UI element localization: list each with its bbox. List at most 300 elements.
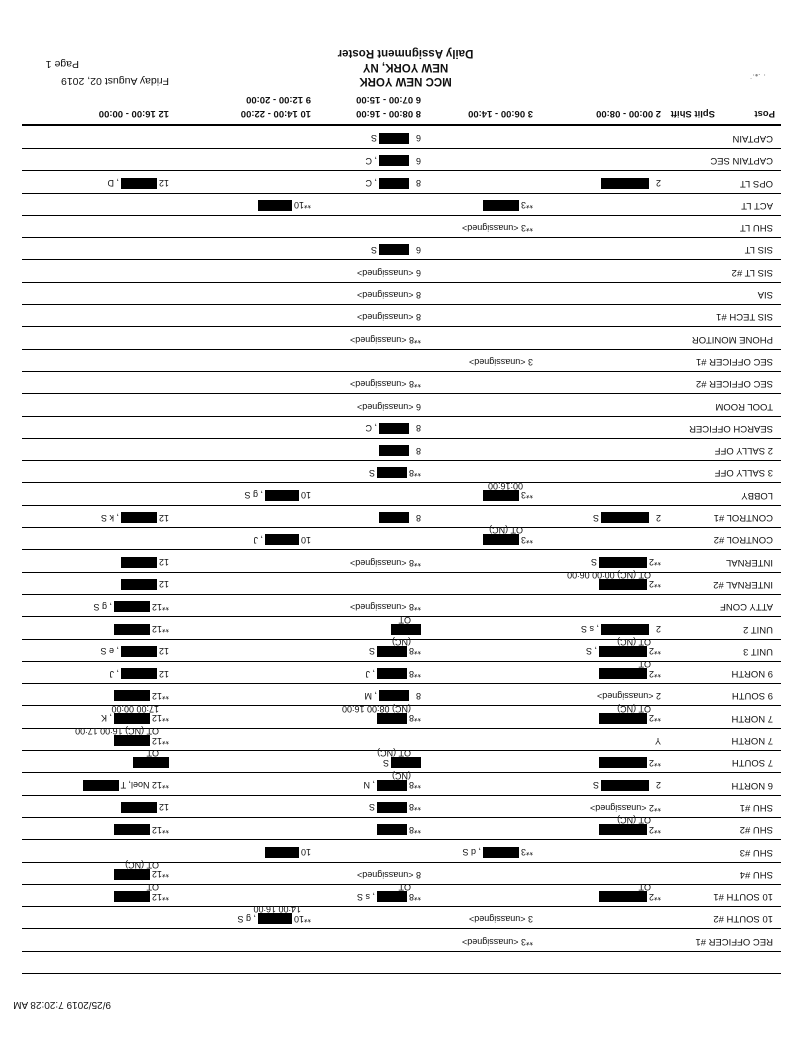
overtime-note: OT (NC) [125, 859, 159, 870]
assignment-cell [357, 268, 421, 278]
redaction-bar [121, 178, 157, 189]
shift-number: **12 [151, 713, 169, 724]
name-suffix: , k S [100, 512, 119, 523]
redaction-bar [114, 624, 150, 635]
overtime-note: OT [146, 748, 159, 759]
post-name: 6 NORTH [731, 779, 773, 791]
redaction-bar [599, 668, 647, 679]
overtime-note: 14:00 16:00 [253, 904, 301, 915]
assignment-cell [369, 802, 421, 813]
redaction-bar [599, 757, 647, 768]
assignment-cell [121, 579, 169, 590]
overtime-note: OT (NC) [617, 636, 651, 647]
shift-number: 8 [415, 178, 421, 189]
assignment-cell [391, 624, 421, 635]
redaction-bar [121, 646, 157, 657]
post-name: SIA [757, 289, 773, 301]
assignment-cell [462, 847, 533, 858]
overtime-note: 17:00 00:00 [111, 703, 159, 714]
shift-number: **8 [408, 468, 421, 478]
assignment-cell [121, 557, 169, 568]
assignment-cell [114, 891, 169, 902]
name-suffix: S [382, 757, 389, 768]
shift-number: **8 [408, 802, 421, 813]
assignment-cell [114, 824, 169, 835]
redaction-bar [258, 200, 292, 211]
assignment-cell [107, 178, 169, 189]
assignment-cell [237, 914, 311, 925]
redaction-bar [121, 557, 157, 568]
shift-number: **10 [293, 914, 311, 924]
row-separator [22, 483, 781, 484]
report-location: NEW YORK, NY [362, 61, 449, 73]
redaction-bar [601, 624, 649, 635]
assignment-cell [599, 824, 661, 835]
row-separator [22, 951, 781, 952]
assignment-cell [253, 534, 311, 545]
post-name: 7 SOUTH [731, 757, 773, 769]
redaction-bar [599, 891, 647, 902]
shift-number: **12 [151, 869, 169, 880]
redaction-bar [379, 178, 409, 189]
redaction-bar [377, 668, 407, 679]
row-separator [22, 193, 781, 194]
overtime-note: OT [638, 659, 651, 670]
redaction-bar [258, 914, 292, 925]
post-name: 7 NORTH [731, 712, 773, 724]
assignment-cell [586, 646, 661, 657]
assignment-cell [365, 691, 422, 702]
table-top-rule [22, 973, 781, 974]
assignment-cell [93, 601, 169, 612]
shift-number: **3 <unassigned> [461, 936, 533, 947]
post-name: SHU #1 [739, 802, 773, 813]
assignment-cell [379, 445, 421, 456]
post-name: SHU #4 [739, 868, 773, 880]
assignment-cell [350, 558, 421, 568]
shift-number: **2 [648, 824, 661, 835]
redaction-bar [377, 713, 407, 724]
assignment-cell [365, 668, 421, 679]
shift-number: 8 <unassigned> [356, 312, 421, 323]
post-name: UNIT 3 [743, 645, 773, 657]
name-suffix: , d S [462, 847, 481, 858]
assignment-cell [469, 915, 533, 925]
name-suffix: , g S [237, 914, 256, 924]
shift-number: **8 [408, 824, 421, 835]
shift-number: 2 [655, 780, 661, 791]
post-name: SEARCH OFFICER [689, 422, 773, 434]
row-separator [22, 594, 781, 595]
column-header-post: Post [754, 108, 775, 119]
shift-number: **2 [648, 579, 661, 590]
shift-number: 2 [655, 512, 661, 523]
redaction-bar [265, 490, 299, 501]
post-name: SEC OFFICER #2 [695, 378, 773, 390]
shift-number: 10 [300, 490, 311, 501]
redaction-bar [601, 512, 649, 523]
name-suffix: S [368, 646, 375, 657]
shift-number: 2 [655, 624, 661, 635]
redaction-bar [599, 579, 647, 590]
column-header-shift-10: 10 14:00 - 22:00 [240, 108, 311, 119]
post-name: 10 SOUTH #2 [713, 913, 773, 925]
shift-number: **8 [408, 891, 421, 902]
post-name: LOBBY [741, 489, 773, 501]
name-suffix: , e S [100, 646, 119, 657]
name-suffix: , S [585, 646, 597, 657]
post-name: 10 SOUTH #1 [713, 891, 773, 903]
shift-number: **3 [520, 534, 533, 545]
assignment-cell [357, 312, 421, 322]
shift-number: 12 [158, 512, 169, 523]
post-name: PHONE MONITOR [691, 333, 773, 345]
overtime-note: (NC) 08:00 16:00 [341, 703, 411, 714]
post-name: TOOL ROOM [715, 400, 773, 412]
post-name: SHU LT [739, 222, 773, 234]
column-header-shift-9: 9 12:00 - 20:00 [246, 94, 311, 105]
assignment-cell [462, 937, 533, 947]
assignment-cell [365, 423, 421, 434]
redaction-bar [379, 245, 409, 256]
shift-number: **12 [151, 601, 169, 612]
shift-number: 12 [158, 178, 169, 189]
shift-number: **3 <unassigned> [461, 223, 533, 234]
shift-number: Y [654, 736, 661, 747]
shift-number: 10 [300, 847, 311, 858]
redaction-bar [379, 445, 409, 456]
shift-number: 12 [158, 579, 169, 590]
post-name: 3 SALLY OFF [714, 467, 773, 479]
shift-number: 6 [415, 155, 421, 166]
assignment-cell [357, 290, 421, 300]
row-separator [22, 683, 781, 684]
post-name: INTERNAL #2 [713, 579, 773, 590]
shift-number: **8 [408, 780, 421, 791]
row-separator [22, 661, 781, 662]
post-name: SIS LT #2 [731, 266, 773, 278]
shift-number: 6 [415, 133, 421, 144]
row-separator [22, 371, 781, 372]
column-header-shift-12: 12 16:00 - 00:00 [98, 108, 169, 119]
assignment-cell [101, 713, 169, 724]
post-name: INTERNAL [726, 556, 773, 568]
redaction-bar [377, 891, 407, 902]
redaction-bar [83, 780, 119, 791]
assignment-cell [365, 155, 421, 166]
post-name: CONTROL #1 [713, 512, 773, 524]
assignment-cell [350, 602, 421, 612]
assignment-cell [593, 780, 661, 791]
post-name: SHU #2 [739, 824, 773, 836]
row-separator [22, 505, 781, 506]
shift-number: **3 [520, 847, 533, 858]
redaction-bar [121, 579, 157, 590]
shift-number: 12 [158, 557, 169, 568]
assignment-cell [258, 200, 311, 211]
redaction-bar [114, 891, 150, 902]
assignment-cell [114, 624, 169, 635]
redaction-bar [601, 178, 649, 189]
shift-number: **2 [648, 891, 661, 902]
redaction-bar [114, 869, 150, 880]
post-name: UNIT 2 [743, 623, 773, 635]
name-suffix: , C [365, 178, 377, 189]
shift-number: **12 [151, 891, 169, 902]
redaction-bar [379, 133, 409, 144]
assignment-cell [601, 178, 661, 189]
shift-number: **8 <unassigned> [349, 602, 421, 613]
shift-number: 2 [655, 178, 661, 189]
shift-number: **12 Noel, T [120, 780, 169, 791]
row-separator [22, 148, 781, 149]
row-separator [22, 795, 781, 796]
assignment-cell [357, 870, 421, 880]
redaction-bar [377, 780, 407, 791]
assignment-cell [599, 668, 661, 679]
overtime-note: 00:16:00 [487, 480, 523, 491]
name-suffix: , C [365, 155, 377, 166]
redaction-bar [121, 668, 157, 679]
post-name: OPS LT [739, 177, 773, 189]
redaction-bar [599, 824, 647, 835]
row-separator [22, 527, 781, 528]
post-name: ATTY CONF [720, 601, 773, 613]
row-separator [22, 906, 781, 907]
row-separator [22, 460, 781, 461]
name-suffix: , g S [93, 601, 112, 612]
column-header-shift-2: 2 00:00 - 08:00 [596, 108, 661, 119]
name-suffix: , s S [356, 891, 375, 902]
row-separator [22, 839, 781, 840]
name-suffix: S [590, 557, 597, 568]
overtime-note: OT (NC) 16:00 17:00 [75, 726, 159, 737]
shift-number: 3 <unassigned> [468, 357, 533, 367]
assignment-cell [365, 178, 421, 189]
shift-number: 6 <unassigned> [356, 267, 421, 278]
redaction-bar [114, 601, 150, 612]
name-suffix: , g S [244, 490, 263, 501]
redaction-bar [133, 757, 169, 768]
shift-number: 8 <unassigned> [356, 290, 421, 301]
column-header-shift-3: 3 06:00 - 14:00 [468, 108, 533, 119]
post-name: 9 NORTH [731, 668, 773, 680]
assignment-cell [377, 713, 421, 724]
shift-number: **8 [408, 713, 421, 724]
shift-number: **10 [293, 200, 311, 211]
assignment-cell [357, 402, 421, 412]
assignment-cell [357, 891, 421, 902]
row-separator [22, 416, 781, 417]
row-separator [22, 349, 781, 350]
shift-number: 12 [158, 668, 169, 679]
assignment-cell [469, 357, 533, 367]
page-number: Page 1 [45, 58, 79, 70]
post-name: ACT LT [741, 199, 773, 211]
column-header-split-shift: Split Shift [670, 108, 715, 119]
name-suffix: S [592, 512, 599, 523]
assignment-cell [109, 668, 169, 679]
report-title: Daily Assignment Roster [337, 47, 474, 59]
shift-number: **3 [520, 200, 533, 211]
assignment-cell [369, 468, 421, 479]
post-name: SIS TECH #1 [716, 311, 773, 323]
row-separator [22, 438, 781, 439]
overtime-note: OT (NC) 00:00 06:00 [567, 570, 651, 580]
shift-number: **12 [151, 735, 169, 746]
name-suffix: S [592, 780, 599, 791]
shift-number: 6 <unassigned> [356, 401, 421, 412]
assignment-cell [83, 780, 169, 791]
row-separator [22, 393, 781, 394]
redaction-bar [599, 557, 647, 568]
redaction-bar [377, 824, 407, 835]
shift-number: 12 [158, 802, 169, 813]
redaction-bar [114, 824, 150, 835]
assignment-cell [379, 512, 421, 523]
shift-number: **8 <unassigned> [349, 557, 421, 568]
row-separator [22, 549, 781, 550]
shift-number: **3 [520, 490, 533, 501]
assignment-cell [383, 757, 421, 768]
shift-number: 6 [415, 245, 421, 255]
shift-number: 12 [158, 646, 169, 657]
assignment-cell [114, 869, 169, 880]
row-separator [22, 260, 781, 261]
report-org: MCC NEW YORK [359, 75, 452, 87]
row-separator [22, 572, 781, 573]
overtime-note: OT (NC) [617, 815, 651, 826]
shift-number: 8 [415, 423, 421, 434]
assignment-cell [114, 735, 169, 746]
shift-number: **2 [648, 668, 661, 679]
assignment-cell [599, 713, 661, 724]
redaction-bar [379, 423, 409, 434]
assignment-cell [244, 490, 311, 501]
redaction-bar [483, 200, 519, 211]
shift-number: **2 [648, 557, 661, 568]
shift-number: 8 [415, 445, 421, 456]
redaction-bar [599, 646, 647, 657]
column-header-shift-8: 8 08:00 - 16:00 [356, 108, 421, 119]
redaction-bar [377, 468, 407, 479]
redaction-bar [379, 512, 409, 523]
row-separator [22, 326, 781, 327]
name-suffix: S [370, 245, 377, 255]
assignment-cell [350, 379, 421, 389]
shift-number: 2 <unassigned> [596, 691, 661, 702]
redaction-bar [483, 534, 519, 545]
overtime-note: OT [398, 614, 411, 625]
shift-number: **8 <unassigned> [349, 334, 421, 345]
assignment-cell [121, 802, 169, 813]
redaction-bar [377, 646, 407, 657]
overtime-note: (NC) [392, 770, 411, 781]
assignment-cell [369, 646, 421, 657]
redaction-bar [265, 847, 299, 858]
header-rule [22, 124, 781, 126]
overtime-note: OT [146, 882, 159, 893]
shift-number: **12 [151, 691, 169, 701]
overtime-note: OT [398, 882, 411, 893]
name-suffix: , K [100, 713, 112, 724]
redaction-bar [377, 802, 407, 813]
shift-number: 8 [415, 512, 421, 523]
overtime-note: OT (NC) [377, 748, 411, 759]
shift-number: **2 [648, 646, 661, 657]
redaction-bar [601, 780, 649, 791]
name-suffix: , J [253, 534, 263, 545]
assignment-cell [363, 780, 421, 791]
redaction-bar [114, 713, 150, 724]
post-name: CAPTAIN [732, 133, 773, 144]
assignment-cell [100, 646, 169, 657]
redaction-bar [379, 691, 409, 702]
shift-number: **8 [408, 668, 421, 679]
name-suffix: , s S [580, 624, 599, 635]
assignment-cell [371, 245, 421, 256]
assignment-cell [377, 824, 421, 835]
redaction-bar [599, 713, 647, 724]
redaction-bar [379, 155, 409, 166]
assignment-cell [114, 691, 169, 702]
row-separator [22, 282, 781, 283]
row-separator [22, 929, 781, 930]
assignment-cell [651, 736, 661, 746]
overtime-note: OT [638, 882, 651, 893]
shift-number: 10 [300, 534, 311, 545]
report-date: Friday August 02, 2019 [61, 75, 169, 87]
redaction-bar [121, 512, 157, 523]
name-suffix: , J [109, 668, 119, 679]
post-name: SHU #3 [739, 846, 773, 858]
name-suffix: , D [107, 178, 119, 189]
assignment-cell [599, 757, 661, 768]
shift-number: **12 [151, 624, 169, 635]
print-timestamp: 9/25/2019 7:20:28 AM [13, 999, 111, 1010]
row-separator [22, 817, 781, 818]
assignment-cell [101, 512, 169, 523]
assignment-cell [483, 200, 533, 211]
assignment-cell [599, 891, 661, 902]
redaction-bar [265, 534, 299, 545]
row-separator [22, 237, 781, 238]
redaction-bar [391, 624, 421, 635]
assignment-cell [590, 803, 661, 813]
shift-number: **12 [151, 824, 169, 835]
assignment-cell [597, 692, 661, 702]
overtime-note: OT (NC) [617, 703, 651, 714]
overtime-note: OT (NC) [489, 525, 523, 536]
post-name: 7 NORTH [731, 735, 773, 747]
assignment-cell [483, 534, 533, 545]
name-suffix: , N [363, 780, 375, 791]
assignment-cell [599, 579, 661, 590]
assignment-cell [591, 557, 661, 568]
post-name: 2 SALLY OFF [714, 445, 773, 457]
name-suffix: , M [364, 691, 377, 701]
redaction-bar [114, 691, 150, 702]
shift-number: **2 <unassigned> [589, 803, 661, 813]
shift-number: 8 [415, 691, 421, 701]
assignment-cell [265, 847, 311, 858]
redaction-bar [483, 490, 519, 501]
assignment-cell [593, 512, 661, 523]
shift-number: **2 [648, 757, 661, 768]
row-separator [22, 215, 781, 216]
post-name: 9 SOUTH [731, 690, 773, 702]
redaction-bar [114, 735, 150, 746]
